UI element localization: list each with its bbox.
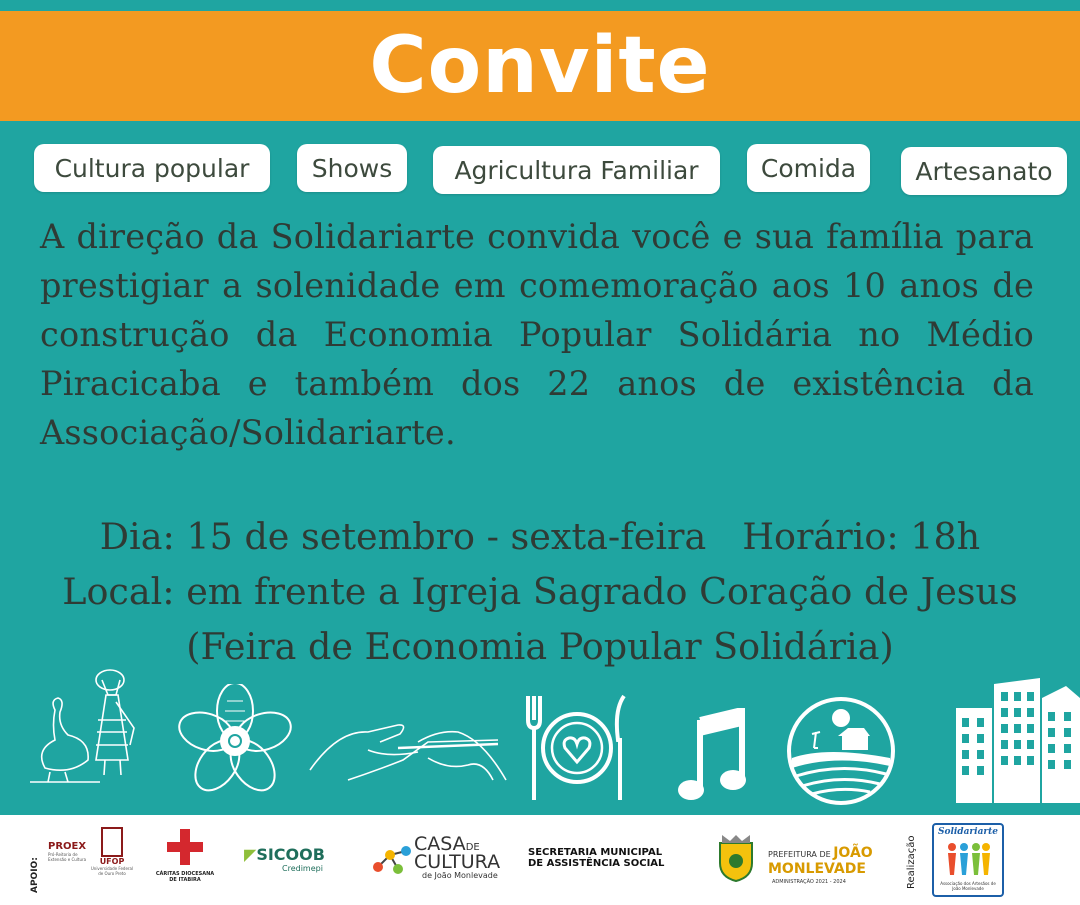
sicoob-logo — [244, 845, 334, 873]
people-group-icon — [944, 841, 992, 877]
prefeitura-city2: MONLEVADE — [768, 861, 866, 877]
tag-shows: Shows — [297, 144, 407, 192]
event-time: Horário: 18h — [742, 515, 981, 558]
casa-de: DE — [465, 842, 480, 853]
solidariarte-name: Solidariarte — [937, 827, 999, 837]
casa-line3: de João Monlevade — [422, 871, 498, 880]
secretaria-line2: DE ASSISTÊNCIA SOCIAL — [528, 858, 665, 869]
ufop-emblem-icon — [101, 827, 123, 857]
girl-with-goose-icon — [10, 650, 150, 785]
tag-agricultura-familiar: Agricultura Familiar — [433, 146, 720, 194]
ufop-name: UFOP — [99, 857, 125, 866]
apoio-label: APOIO: — [30, 857, 40, 893]
farm-landscape-icon — [786, 696, 896, 806]
event-venue: (Feira de Economia Popular Solidária) — [186, 625, 894, 668]
solidariarte-sub: Associação dos Artesãos de João Monlevade — [940, 881, 996, 891]
caritas-line2: DE ITABIRA — [169, 877, 201, 883]
page-title: Convite — [369, 21, 711, 111]
title-banner — [0, 11, 1080, 121]
sicoob-sub: Credimepi — [282, 864, 323, 873]
tag-comida: Comida — [747, 144, 870, 192]
proex-logo — [48, 841, 88, 862]
city-coat-of-arms-icon — [712, 833, 760, 883]
lace-flower-icon — [178, 684, 293, 799]
ufop-logo — [90, 827, 134, 876]
sicoob-name: ◤SICOOB — [244, 845, 325, 864]
sicoob-name-text: SICOOB — [256, 845, 325, 864]
sponsors-footer — [0, 815, 1080, 905]
tag-cultura-popular: Cultura popular — [34, 144, 270, 192]
secretaria-line1: SECRETARIA MUNICIPAL — [528, 847, 663, 858]
molecule-icon — [370, 841, 414, 875]
casa-line2: CULTURA — [414, 851, 501, 873]
proex-sub: Pró-Reitoria de Extensão e Cultura — [48, 852, 87, 862]
caritas-logo — [150, 827, 220, 883]
prefeitura-city1: JOÃO — [833, 845, 873, 861]
prefeitura-pre: PREFEITURA DE — [768, 850, 831, 859]
event-location: Local: em frente a Igreja Sagrado Coração de Jesus — [62, 570, 1018, 613]
buildings-icon — [956, 678, 1080, 803]
illustrations-row — [0, 660, 1080, 815]
music-note-icon — [678, 708, 748, 803]
realizacao-label: Realização — [906, 835, 917, 889]
solidariarte-logo — [932, 823, 1004, 897]
ufop-sub: Universidade Federal de Ouro Preto — [90, 866, 134, 876]
caritas-line1: CÁRITAS DIOCESANA — [155, 871, 215, 877]
caritas-cross-icon — [165, 827, 205, 867]
plate-cutlery-heart-icon — [520, 690, 635, 805]
hands-sewing-icon — [308, 710, 508, 800]
invitation-text: A direção da Solidariarte convida você e sua família para prestigiar a solenidade em comemoração aos 10 anos de construção da Economia Popular Solidária no Médio Piracicaba e também dos 22 anos de existência da Associação/Solidariarte. — [40, 217, 1034, 452]
tag-artesanato: Artesanato — [901, 147, 1067, 195]
prefeitura-admin: ADMINISTRAÇÃO 2021 - 2024 — [772, 879, 846, 885]
proex-name: PROEX — [48, 841, 87, 852]
casa-line1: CASA — [414, 833, 466, 855]
event-date-time — [0, 515, 1080, 558]
secretaria-logo — [528, 847, 688, 869]
top-strip — [0, 0, 1080, 11]
event-date: Dia: 15 de setembro - sexta-feira — [99, 515, 707, 558]
